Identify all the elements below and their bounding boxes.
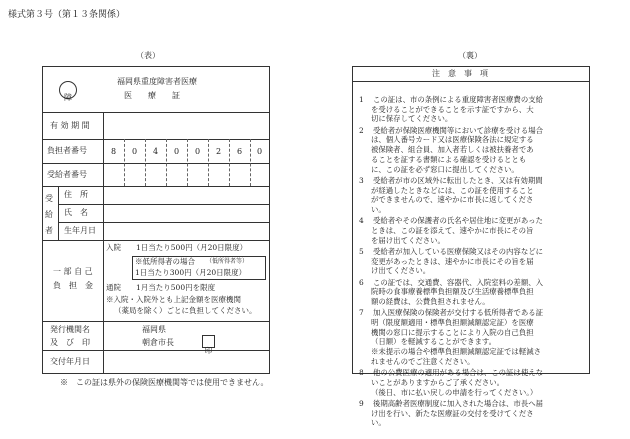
footer-note: ※ この証は県外の保険医療機関等では使用できません。 [60, 378, 269, 387]
divider [42, 139, 270, 140]
divider [58, 204, 270, 205]
issuer-official: 朝倉市長 [142, 338, 174, 347]
divider [42, 186, 270, 187]
issuer-seal-char: 印 [204, 346, 213, 355]
note-line: 他の公費医療の適用がある場合は、この証は使えな [373, 368, 543, 378]
note-line: ることを証する書類による確認を受けるととも [371, 154, 527, 164]
digit-divider [187, 139, 188, 186]
divider [103, 186, 104, 374]
copay-label-line1: 一 部 自 己 [53, 267, 93, 276]
copay-label-line2: 負 担 金 [53, 281, 93, 290]
card-subtitle: 医 療 証 [124, 91, 180, 100]
dob-label: 生年月日 [64, 226, 96, 235]
divider [42, 163, 270, 164]
note-line: 加入医療保険の保険者が交付する低所得者である証 [373, 308, 543, 318]
note-line: 受給者やその保護者の氏名や居住地に変更があった [373, 216, 543, 226]
note-line: ときは、この証を添えて、速やかに市長にその旨 [371, 225, 534, 235]
note-line: い。 [371, 204, 386, 214]
back-label: （裏） [458, 51, 482, 60]
note-line: （後日、市に払い戻しの申請を行ってください。） [371, 387, 538, 397]
note-number: 3 [359, 175, 364, 185]
note-line: を届け出てください。 [371, 235, 445, 245]
note-line: 後期高齢者医療制度に加入された場合は、市長へ届 [373, 398, 543, 408]
payer-digit: 0 [132, 147, 138, 156]
note-line: は、個人番号カード又は医療保険各法に規定する [371, 135, 534, 145]
note-line: 切に保存してください。 [371, 114, 453, 124]
note-line: が経過したときなどには、この証を使用すること [371, 185, 534, 195]
digit-divider [145, 139, 146, 186]
note-line: この証では、交通費、容器代、入院室料の差額、入 [373, 277, 543, 287]
issuer-label-line2: 及 び 印 [50, 338, 90, 347]
note-line: に、この証を必ず窓口に提出してください。 [371, 164, 519, 174]
issue-date-label: 交付年月日 [50, 357, 90, 366]
note-line: 被保険者、組合員、加入者若しくは被扶養者であ [371, 145, 534, 155]
note-line: け出を行い、新たな医療証の交付を受けてくださ [371, 408, 534, 418]
note-number: 1 [359, 95, 364, 104]
note-line: 明（限度額適用・標準負担額減額認定証）を医療 [371, 318, 534, 327]
digit-divider [208, 139, 209, 186]
note-line: この証は、市の条例による重度障害者医療費の支給 [373, 95, 543, 104]
note-line: いことがありますからご了承ください。 [371, 377, 505, 387]
note-line: れませんのでご注意ください。 [371, 356, 475, 366]
note-line: を受けることができることを示す証ですから、大 [371, 104, 534, 114]
note-line: 変更があったときは、速やかに市長にその旨を届 [371, 256, 534, 266]
name-label: 氏 名 [64, 208, 88, 217]
payer-digit: 6 [237, 147, 243, 156]
divider [42, 112, 270, 113]
note-line: ができませんので、速やかに市長に返してくださ [371, 195, 534, 205]
payer-digit: 4 [153, 147, 159, 156]
divider [42, 321, 270, 322]
seal-char: 障 [64, 93, 72, 102]
divider [42, 240, 270, 241]
copay-note-1: ※入院・入院外とも上記金額を医療機関 [106, 295, 241, 304]
note-line: け出てください。 [371, 266, 431, 276]
front-label: （表） [136, 51, 160, 60]
divider [58, 222, 270, 223]
note-line: 機関の窓口に提示することにより入院の自己負担 [371, 327, 534, 337]
note-line: 院時の食事療養標準負担額及び生活療養標準負担 [371, 287, 534, 297]
note-number: 8 [359, 368, 364, 378]
digit-divider [250, 139, 251, 186]
payer-digit: 8 [111, 147, 117, 156]
note-number: 4 [359, 216, 364, 226]
digit-divider [229, 139, 230, 186]
validity-label: 有 効 期 間 [50, 121, 90, 130]
note-line: 受給者が保険医療機関等において診療を受ける場合 [373, 125, 543, 135]
note-number: 9 [359, 398, 364, 408]
issuer-seal [202, 335, 215, 355]
copay-inpatient: 入院 1日当たり500円（月20日限度） [106, 243, 248, 252]
digit-divider [166, 139, 167, 186]
payer-digit: 0 [257, 147, 263, 156]
address-label: 住 所 [64, 190, 88, 199]
notes-heading: 注 意 事 項 [432, 69, 488, 78]
divider [42, 350, 270, 351]
copay-outpatient: 通院 1月当たり500円を限度 [106, 283, 216, 292]
recipient-side-label: 受 給 者 [45, 194, 61, 235]
note-number: 7 [359, 308, 364, 318]
note-line: い。 [371, 418, 386, 428]
note-line: （日額）を軽減することができます。 [371, 337, 497, 347]
low-income-note: （低所得者等） [206, 258, 249, 265]
low-income-line: ※低所得者の場合 [135, 257, 195, 266]
note-number: 5 [359, 246, 364, 256]
payer-digit: 0 [174, 147, 180, 156]
payer-digit: 0 [195, 147, 201, 156]
note-line: 受給者が市の区域外に転出したとき、又は有効期間 [373, 175, 543, 185]
divider [352, 81, 590, 82]
recipient-label: 受給者番号 [47, 170, 87, 179]
note-number: 6 [359, 277, 364, 287]
seal-circle [59, 81, 77, 102]
note-number: 2 [359, 125, 364, 135]
payer-label: 負担者番号 [47, 146, 87, 155]
issuer-label-line1: 発行機関名 [50, 325, 90, 334]
low-income-amount: 1日当たり300円（月20日限度） [135, 268, 247, 277]
digit-divider [124, 139, 125, 186]
note-line: ※未提示の場合や標準負担額減額認定証では軽減さ [371, 347, 541, 357]
form-title: 様式第３号（第１３条関係） [8, 10, 126, 20]
copay-note-2: （薬局を除く）ごとに負担してください。 [114, 306, 257, 315]
divider [103, 112, 104, 186]
issuer-name: 福岡県 [142, 325, 166, 334]
card-title: 福岡県重度障害者医療 [117, 77, 197, 86]
note-line: 額の経費は、公費負担されません。 [371, 297, 490, 306]
payer-digit: 2 [216, 147, 222, 156]
note-line: 受給者が加入している医療保険又はその内容などに [373, 246, 543, 256]
